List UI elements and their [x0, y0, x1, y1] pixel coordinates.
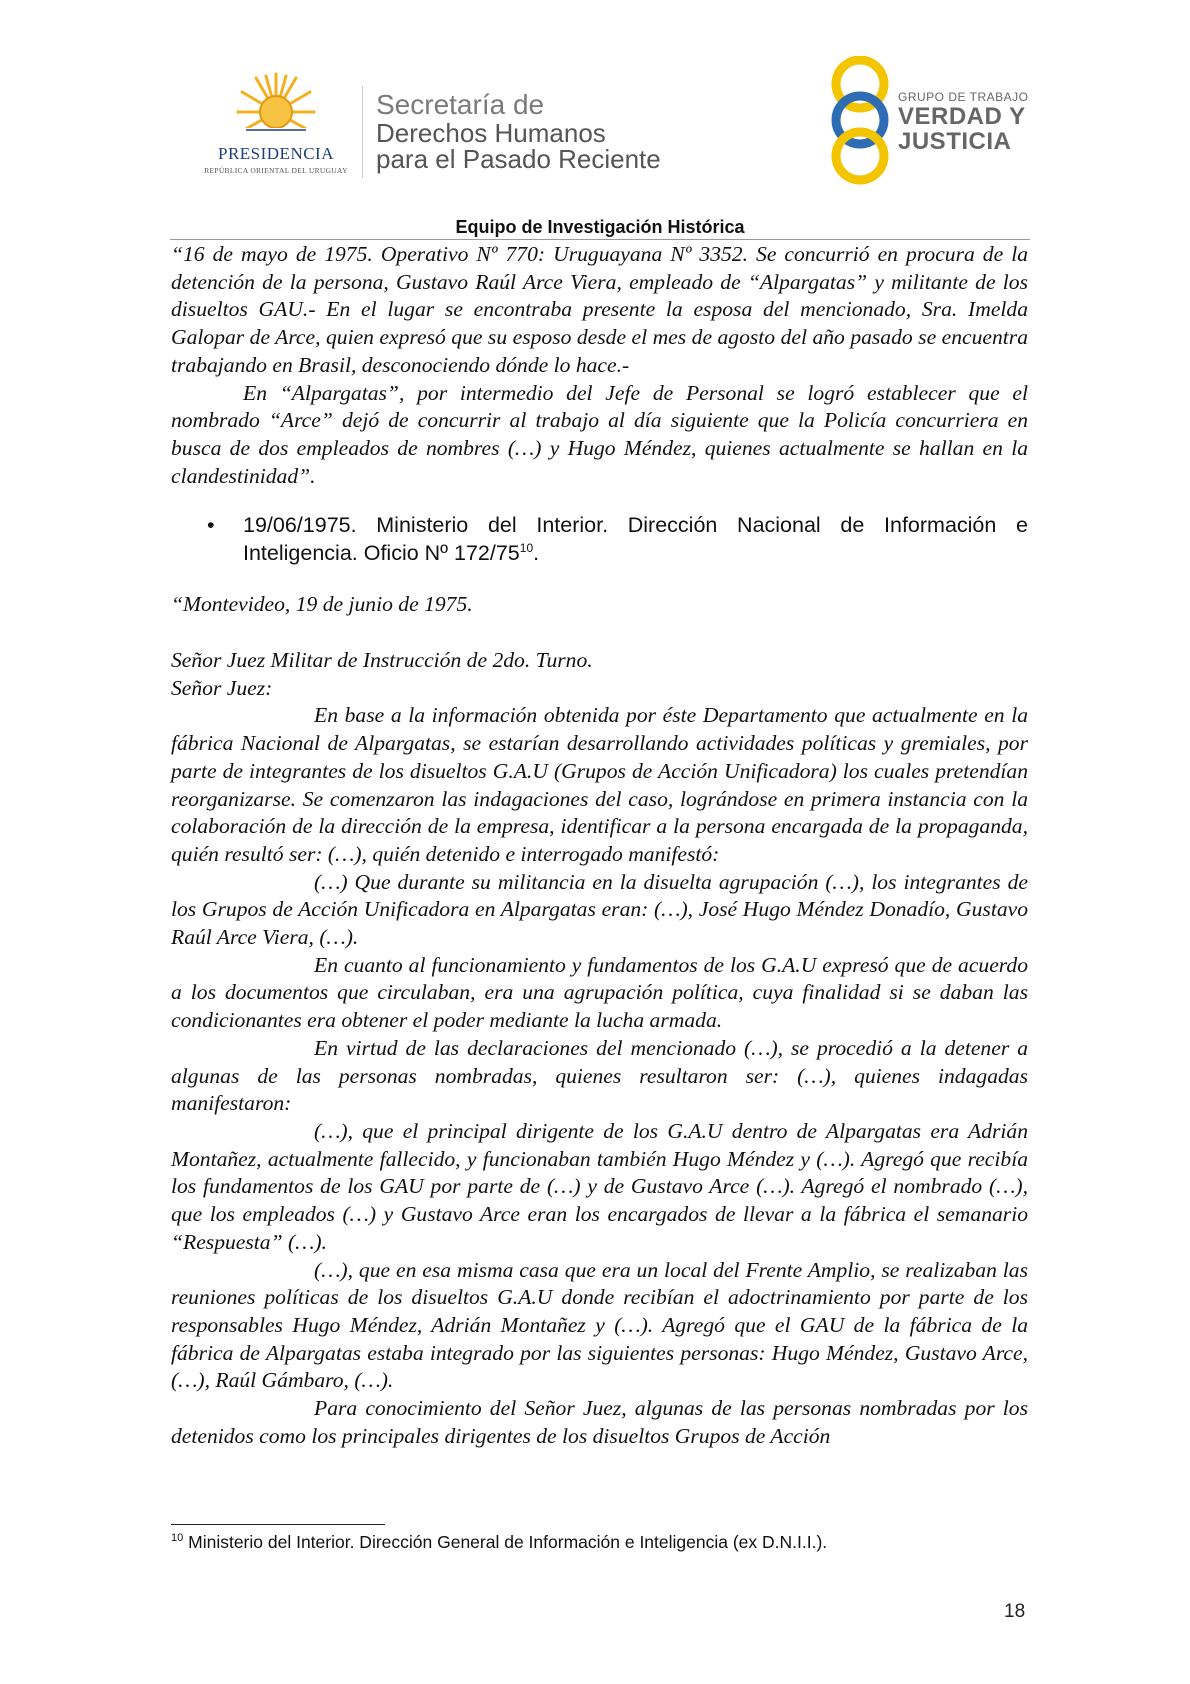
body-paragraph: En virtud de las declaraciones del mencionado (…), se procedió a la detener a algunas de las personas nombradas, quienes resultaron ser: (…), quienes indagadas manifestaron:: [171, 1035, 1028, 1116]
presidencia-title: PRESIDENCIA: [217, 144, 334, 163]
header-rule: [170, 239, 1030, 240]
footnote-text: Ministerio del Interior. Dirección General de Información e Inteligencia (ex D.N.I.I.).: [188, 1532, 828, 1552]
bullet-text: 19/06/1975. Ministerio del Interior. Dirección Nacional de Información e Inteligencia. Oficio Nº 172/75: [243, 513, 1028, 566]
secretaria-line: Secretaría de: [376, 89, 545, 120]
footnote-rule: [171, 1524, 385, 1525]
presidencia-subtitle: REPÚBLICA ORIENTAL DEL URUGUAY: [204, 166, 348, 175]
sun-emblem-icon: [236, 72, 316, 142]
quote-paragraph: En “Alpargatas”, por intermedio del Jefe de Personal se logró establecer que el nombrado “Arce” dejó de concurrir al trabajo al día siguiente que la Policía concurriera en busca de dos empleados de nombres (…) y Hugo Méndez, quienes actualmente se hallan en la clandestinidad”.: [171, 380, 1028, 488]
secretaria-line: Derechos Humanos: [376, 118, 606, 148]
body-paragraph: Para conocimiento del Señor Juez, algunas de las personas nombradas por los detenidos como los principales dirigentes de los disueltos Grupos de Acción: [171, 1396, 1028, 1448]
footnote-ref[interactable]: 10: [519, 541, 534, 556]
page-header: [0, 0, 1190, 210]
body-paragraph: (…), que el principal dirigente de los G.A.U dentro de Alpargatas era Adrián Montañez, actualmente fallecido, y funcionaban también Hugo Méndez y (…). Agregó que recibía los fundamentos de los GAU por parte de (…) y de Gustavo Arce (…). Agregó el nombrado (…), que los empleados (…) y Gustavo Arce eran los encargados de llevar a la fábrica el semanario “Respuesta” (…).: [171, 1118, 1028, 1254]
quote-paragraph: “16 de mayo de 1975. Operativo Nº 770: Uruguayana Nº 3352. Se concurrió en procura de la detención de la persona, Gustavo Raúl Arce Viera, empleado de “Alpargatas” y militante de los disueltos GAU.- En el lugar se encontraba presente la esposa del mencionado, Sra. Imelda Galopar de Arce, quien expresó que su esposo desde el mes de agosto del año pasado se encuentra trabajando en Brasil, desconociendo dónde lo hace.-: [171, 242, 1028, 377]
salutation: Señor Juez:: [171, 675, 273, 700]
grupo-line: VERDAD Y: [898, 103, 1026, 130]
footnote: [171, 1532, 827, 1553]
logo-divider: [362, 86, 363, 178]
body-paragraph: (…), que en esa misma casa que era un local del Frente Amplio, se realizaban las reuniones políticas de los disueltos G.A.U donde recibían el adoctrinamiento por parte de los responsables Hugo Méndez, Adrián Montañez y (…). Agregó que el GAU de la fábrica de la fábrica de Alpargatas estaba integrado por las siguientes personas: Hugo Méndez, Gustavo Arce, (…), Raúl Gámbaro, (…).: [171, 1257, 1028, 1393]
grupo-line: JUSTICIA: [898, 128, 1012, 155]
spacer: [171, 619, 1028, 647]
date-line: “Montevideo, 19 de junio de 1975.: [171, 592, 473, 617]
grupo-trabajo-text: [898, 90, 1028, 154]
grupo-line: GRUPO DE TRABAJO: [898, 90, 1029, 104]
body-paragraph: (…) Que durante su militancia en la disuelta agrupación (…), los integrantes de los Grupos de Acción Unificadora en Alpargatas eran: (…), José Hugo Méndez Donadío, Gustavo Raúl Arce Viera, (…).: [171, 869, 1028, 950]
bullet-icon: •: [207, 513, 215, 538]
page-number: 18: [1004, 1601, 1026, 1622]
presidencia-logo: [196, 72, 356, 182]
team-title: Equipo de Investigación Histórica: [455, 217, 745, 237]
document-body: [171, 241, 1028, 1450]
secretaria-line: para el Pasado Reciente: [376, 144, 661, 174]
bullet-end: .: [533, 541, 540, 566]
spacer: [171, 567, 1028, 591]
footnote-number: 10: [171, 1532, 184, 1545]
secretaria-logo-text: [376, 90, 661, 172]
body-paragraph: En cuanto al funcionamiento y fundamentos de los G.A.U expresó que de acuerdo a los documentos que circulaban, era una agrupación política, cuya finalidad si se daban las condicionantes era obtener el poder mediante la lucha armada.: [171, 952, 1028, 1033]
salutation: Señor Juez Militar de Instrucción de 2do. Turno.: [171, 648, 593, 673]
body-paragraph: En base a la información obtenida por éste Departamento que actualmente en la fábrica Nacional de Alpargatas, se estarían desarrollando actividades políticas y gremiales, por parte de integrantes de los disueltos G.A.U (Grupos de Acción Unificadora) los cuales pretendían reorganizarse. Se comenzaron las indagaciones del caso, lográndose en primera instancia con la colaboración de la dirección de la empresa, identificar a la persona encargada de la propaganda, quién resultó ser: (…), quién detenido e interrogado manifestó:: [171, 703, 1028, 866]
bullet-item: [171, 511, 1028, 567]
